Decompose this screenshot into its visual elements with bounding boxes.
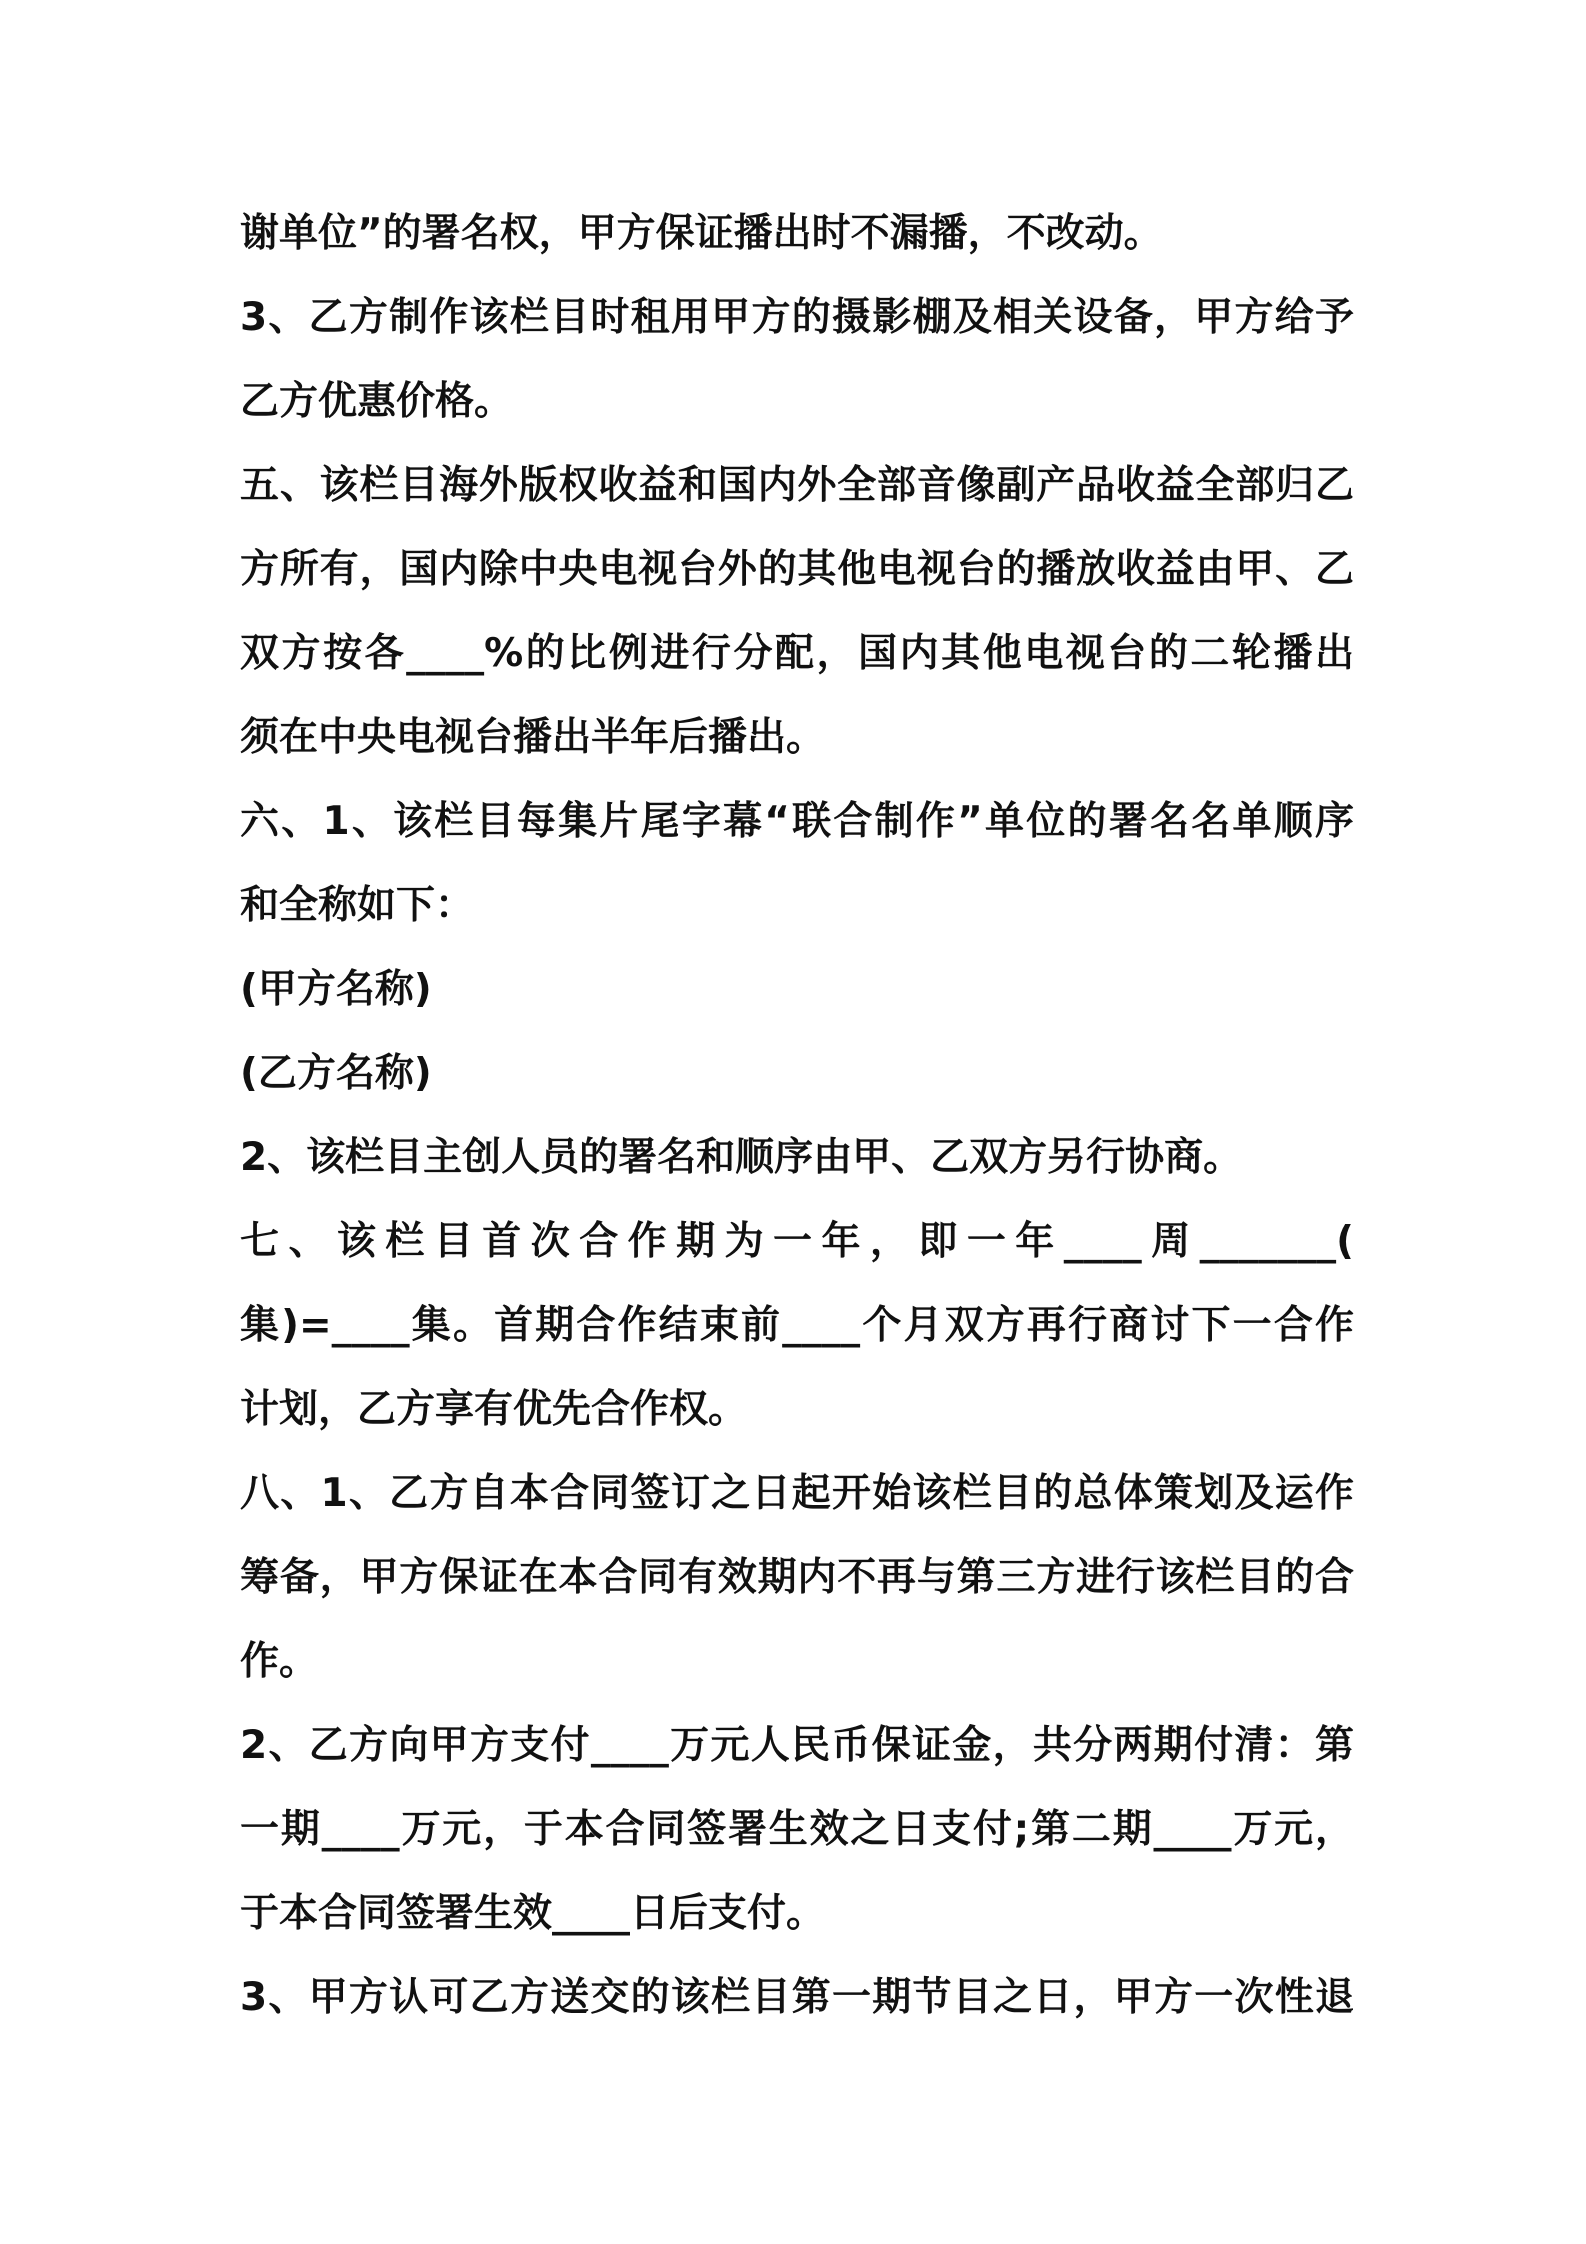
text-line: 2、乙方向甲方支付____万元人民币保证金，共分两期付清：第 xyxy=(240,1723,1354,1768)
text-line: (乙方名称) xyxy=(240,1051,432,1096)
text-line: 谢单位”的署名权，甲方保证播出时不漏播，不改动。 xyxy=(240,211,1163,256)
text-line: 一期____万元，于本合同签署生效之日支付;第二期____万元， xyxy=(240,1807,1354,1852)
text-line: 计划，乙方享有优先合作权。 xyxy=(240,1387,748,1432)
text-line: 作。 xyxy=(240,1639,319,1684)
text-line: 筹备，甲方保证在本合同有效期内不再与第三方进行该栏目的合 xyxy=(240,1555,1354,1600)
document-body xyxy=(240,192,1354,2040)
text-line: 2、该栏目主创人员的署名和顺序由甲、乙双方另行协商。 xyxy=(240,1135,1243,1180)
text-line: 五、该栏目海外版权收益和国内外全部音像副产品收益全部归乙 xyxy=(240,463,1354,508)
text-line: 3、乙方制作该栏目时租用甲方的摄影棚及相关设备，甲方给予 xyxy=(240,295,1354,340)
text-line: 六、1、该栏目每集片尾字幕“联合制作”单位的署名名单顺序 xyxy=(240,799,1354,844)
text-line: 于本合同签署生效____日后支付。 xyxy=(240,1891,826,1936)
text-line: 集)=____集。首期合作结束前____个月双方再行商讨下一合作 xyxy=(240,1303,1354,1348)
text-line: 八、1、乙方自本合同签订之日起开始该栏目的总体策划及运作 xyxy=(240,1471,1354,1516)
text-line: 须在中央电视台播出半年后播出。 xyxy=(240,715,826,760)
text-line: 双方按各____%的比例进行分配，国内其他电视台的二轮播出 xyxy=(240,631,1354,676)
text-line: 方所有，国内除中央电视台外的其他电视台的播放收益由甲、乙 xyxy=(240,547,1354,592)
text-line: 3、甲方认可乙方送交的该栏目第一期节目之日，甲方一次性退 xyxy=(240,1975,1354,2020)
text-line: 七、该栏目首次合作期为一年，即一年____周_______( xyxy=(240,1219,1354,1264)
text-line: 乙方优惠价格。 xyxy=(240,379,514,424)
text-line: 和全称如下： xyxy=(240,883,475,928)
text-line: (甲方名称) xyxy=(240,967,432,1012)
